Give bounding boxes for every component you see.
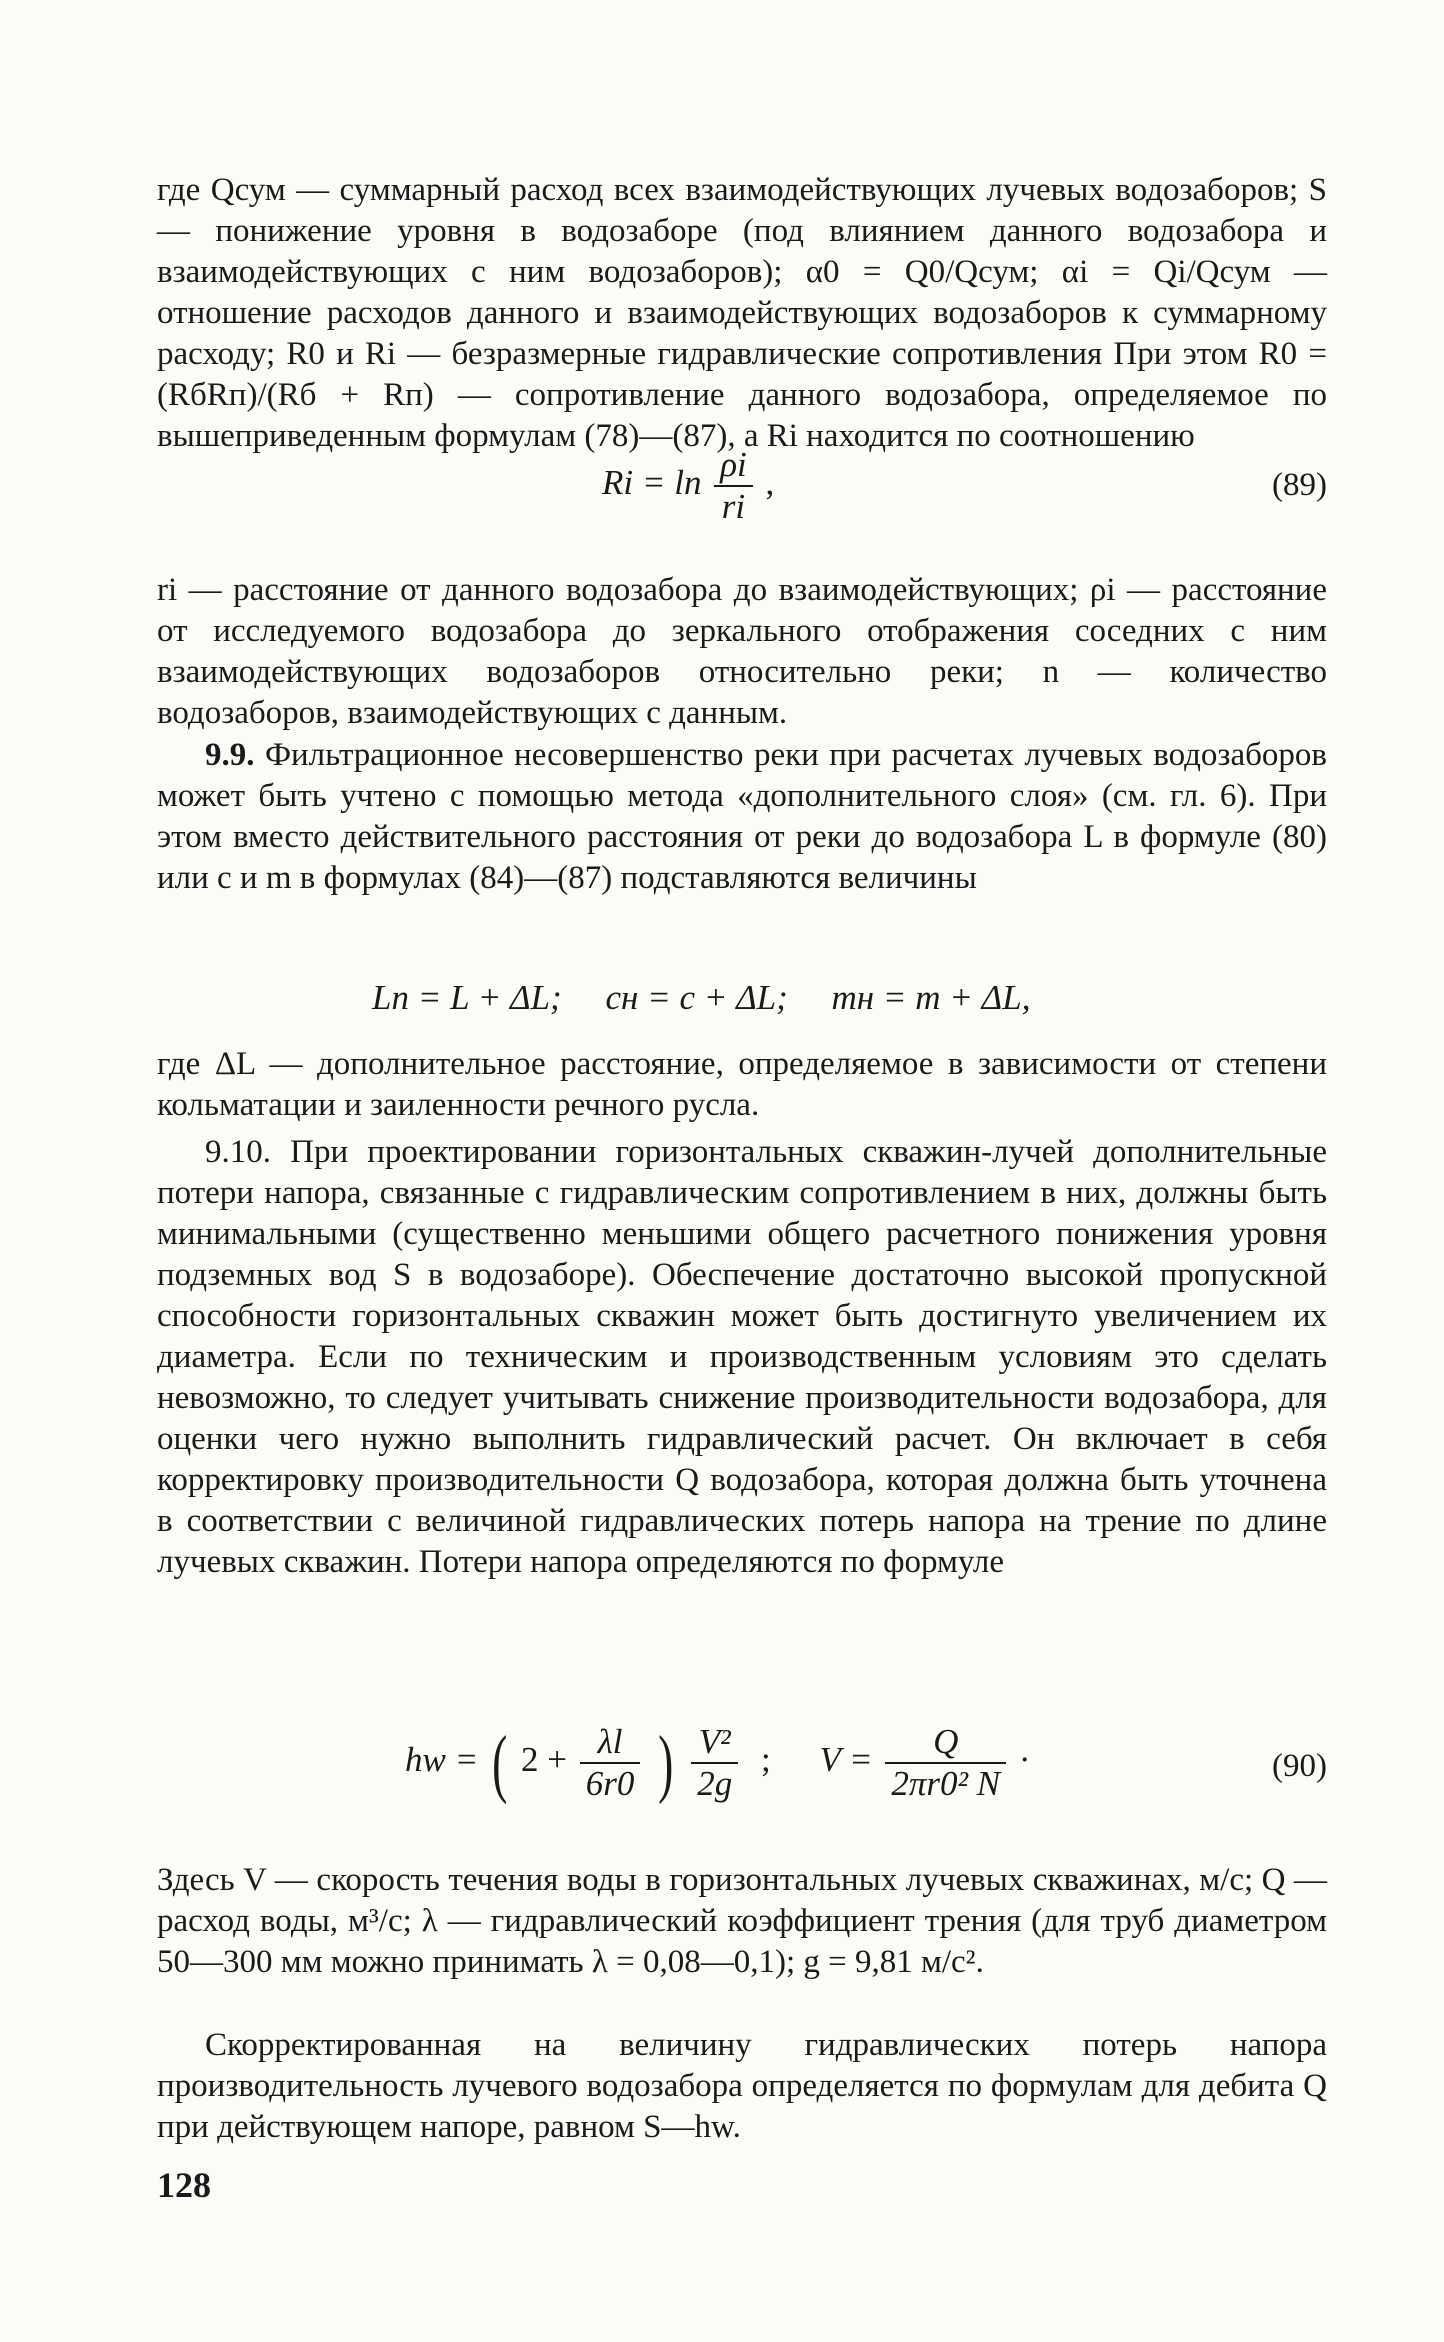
- equation-substitution: [157, 978, 1327, 1028]
- right-parenthesis: ): [658, 1721, 674, 1805]
- paragraph-text: Скорректированная на величину гидравлических потерь напора производительность лучевого водозабора определяется по формулам для дебита Q при действующем напоре, равном S—hw.: [157, 2027, 1327, 2145]
- eq90-fraction-1: [580, 1722, 641, 1804]
- eq90-f2-denominator: 2g: [697, 1764, 733, 1803]
- eq90-fraction-2: [691, 1722, 738, 1804]
- paragraph-text: ri — расстояние от данного водозабора до взаимодействующих; ρi — расстояние от исследуемого водозабора до зеркального отображения соседних с ним взаимодействующих водозаборов относительно реки; n — количество водозаборов, взаимодействующих с данным.: [157, 572, 1327, 731]
- paragraph-text: где Qсум — суммарный расход всех взаимодействующих лучевых водозаборов; S — понижение уровня в водозаборе (под влиянием данного водозабора и взаимодействующих с ним водозаборов); α0 = Q0/Qсум; αi = Qi/Qсум — отношение расходов данного и взаимодействующих водозаборов к суммарному расходу; R0 и Ri — безразмерные гидравлические сопротивления При этом R0 = (RбRп)/(Rб + Rп) — сопротивление данного водозабора, определяемое по вышеприведенным формулам (78)—(87), а Ri находится по соотношению: [157, 172, 1327, 454]
- eq90-separator: ;: [760, 1740, 771, 1780]
- paragraph-definitions: [157, 170, 1327, 457]
- substitution-formulas: Lп = L + ΔL; cн = c + ΔL; mн = m + ΔL,: [372, 978, 1031, 1017]
- paragraph-text: Здесь V — скорость течения воды в горизонтальных лучевых скважинах, м/с; Q — расход воды, м³/с; λ — гидравлический коэффициент трения (для труб диаметром 50—300 мм можно принимать λ = 0,08—0,1); g = 9,81 м/с².: [157, 1862, 1327, 1980]
- eq89-numerator: ρi: [714, 445, 753, 487]
- eq89-denominator: ri: [721, 487, 746, 526]
- section-9-9: [157, 735, 1327, 899]
- paragraph-text: где ΔL — дополнительное расстояние, определяемое в зависимости от степени кольматации и заиленности речного русла.: [157, 1046, 1327, 1123]
- eq90-v: V =: [819, 1740, 873, 1780]
- eq89-fraction: [714, 445, 753, 527]
- left-parenthesis: (: [492, 1721, 508, 1805]
- eq90-f3-denominator: 2πr0² N: [891, 1764, 1001, 1803]
- equation-90: [157, 1722, 1327, 1822]
- eq90-hw: hw =: [405, 1740, 479, 1780]
- section-number: 9.9.: [205, 737, 255, 773]
- eq90-f2-numerator: V²: [691, 1722, 738, 1764]
- section-9-10: [157, 1132, 1327, 1583]
- paragraph-text: Фильтрационное несовершенство реки при расчетах лучевых водозаборов может быть учтено с помощью метода «дополнительного слоя» (см. гл. 6). При этом вместо действительного расстояния от реки до водозабора L в формуле (80) или c и m в формулах (84)—(87) подставляются величины: [157, 737, 1327, 896]
- eq90-f3-numerator: Q: [885, 1722, 1006, 1764]
- equation-89: [157, 445, 1327, 535]
- paragraph-text: При проектировании горизонтальных скважин-лучей дополнительные потери напора, связанные с гидравлическим сопротивлением в них, должны быть минимальными (существенно меньшими общего расчетного понижения уровня подземных вод S в водозаборе). Обеспечение достаточно высокой пропускной способности горизонтальных скважин может быть достигнуто увеличением их диаметра. Если по техническим и производственным условиям это сделать невозможно, то следует учитывать снижение производительности водозабора, для оценки чего нужно выполнить гидравлический расчет. Он включает в себя корректировку производительности Q водозабора, которая должна быть уточнена в соответствии с величиной гидравлических потерь напора на трение по длине лучевых скважин. Потери напора определяются по формуле: [157, 1134, 1327, 1580]
- paragraph-conclusion: [157, 2025, 1327, 2148]
- section-number: 9.10.: [205, 1134, 271, 1170]
- page-number: 128: [157, 2165, 211, 2205]
- paragraph-variables: [157, 570, 1327, 734]
- equation-label-89: (89): [1272, 467, 1327, 503]
- eq89-comma: ,: [765, 463, 775, 503]
- eq90-fraction-3: [885, 1722, 1006, 1804]
- eq89-lhs: Ri = ln: [602, 463, 702, 503]
- paragraph-delta-l: [157, 1044, 1327, 1126]
- eq90-f1-numerator: λl: [580, 1722, 641, 1764]
- eq90-f1-denominator: 6r0: [585, 1764, 635, 1803]
- eq90-dot: ·: [1018, 1740, 1031, 1780]
- paragraph-legend: [157, 1860, 1327, 1983]
- eq90-two: 2 +: [521, 1740, 568, 1780]
- equation-label-90: (90): [1272, 1748, 1327, 1784]
